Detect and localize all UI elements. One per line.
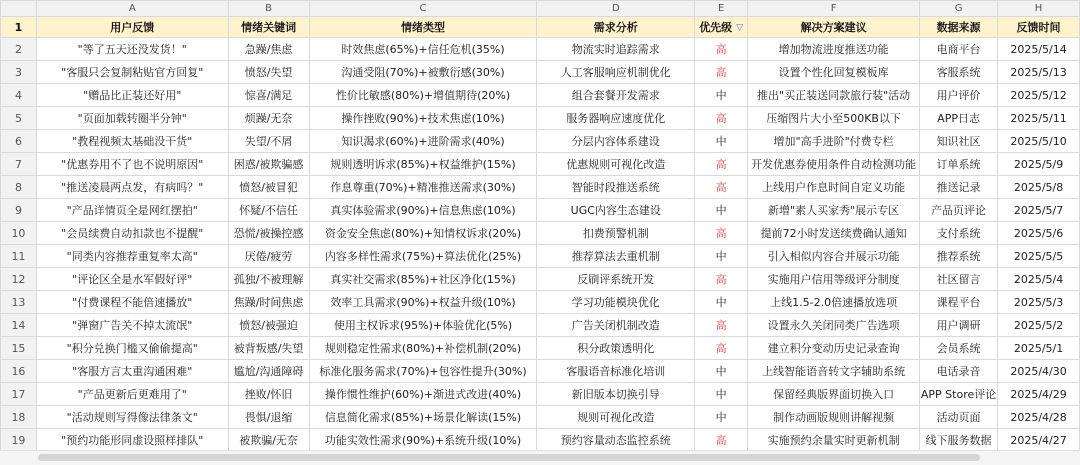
cell-need[interactable]: 推荐算法去重机制 xyxy=(537,245,695,268)
column-header-e[interactable]: E xyxy=(695,1,748,17)
cell-source[interactable]: 社区留言 xyxy=(920,268,998,291)
cell-priority[interactable]: 高 xyxy=(695,337,748,360)
cell-priority[interactable]: 中 xyxy=(695,84,748,107)
cell-time[interactable]: 2025/5/3 xyxy=(998,291,1080,314)
cell-priority[interactable]: 高 xyxy=(695,429,748,451)
row-number[interactable]: 3 xyxy=(1,61,37,84)
cell-source[interactable]: 活动页面 xyxy=(920,406,998,429)
cell-feedback[interactable]: "赠品比正装还好用" xyxy=(36,84,228,107)
cell-emotion-type[interactable]: 作息尊重(70%)+精准推送需求(30%) xyxy=(309,176,537,199)
cell-emotion-type[interactable]: 规则稳定性需求(80%)+补偿机制(20%) xyxy=(309,337,537,360)
cell-priority[interactable]: 中 xyxy=(695,291,748,314)
cell-feedback[interactable]: "产品更新后更难用了" xyxy=(36,383,228,406)
cell-source[interactable]: 推送记录 xyxy=(920,176,998,199)
cell-solution[interactable]: 实施用户信用等级评分制度 xyxy=(748,268,920,291)
row-number[interactable]: 14 xyxy=(1,314,37,337)
cell-keyword[interactable]: 恐慌/被操控感 xyxy=(228,222,309,245)
table-row xyxy=(1,337,1080,360)
cell-source[interactable]: 支付系统 xyxy=(920,222,998,245)
cell-keyword[interactable]: 急躁/焦虑 xyxy=(228,38,309,61)
table-row xyxy=(1,84,1080,107)
column-header-f[interactable]: F xyxy=(748,1,920,17)
column-header-b[interactable]: B xyxy=(228,1,309,17)
cell-solution[interactable]: 增加物流进度推送功能 xyxy=(748,38,920,61)
cell-time[interactable]: 2025/5/10 xyxy=(998,130,1080,153)
table-row xyxy=(1,222,1080,245)
cell-feedback[interactable]: "评论区全是水军假好评" xyxy=(36,268,228,291)
row-number[interactable]: 11 xyxy=(1,245,37,268)
column-header-row xyxy=(1,1,1080,17)
cell-need[interactable]: 广告关闭机制改造 xyxy=(537,314,695,337)
cell-priority[interactable]: 高 xyxy=(695,176,748,199)
row-number[interactable]: 1 xyxy=(1,17,37,38)
table-row xyxy=(1,107,1080,130)
cell-keyword[interactable]: 烦躁/无奈 xyxy=(228,107,309,130)
table-row xyxy=(1,61,1080,84)
cell-feedback[interactable]: "同类内容推荐重复率太高" xyxy=(36,245,228,268)
table-row xyxy=(1,383,1080,406)
cell-solution[interactable]: 制作动画版规则讲解视频 xyxy=(748,406,920,429)
cell-source[interactable]: 产品页评论 xyxy=(920,199,998,222)
cell-priority[interactable]: 中 xyxy=(695,130,748,153)
cell-keyword[interactable]: 怀疑/不信任 xyxy=(228,199,309,222)
header-cell-keyword[interactable]: 情绪关键词 xyxy=(228,17,309,38)
cell-emotion-type[interactable]: 沟通受阻(70%)+被敷衍感(30%) xyxy=(309,61,537,84)
cell-emotion-type[interactable]: 性价比敏感(80%)+增值期待(20%) xyxy=(309,84,537,107)
cell-feedback[interactable]: "弹窗广告关不掉太流氓" xyxy=(36,314,228,337)
row-number[interactable]: 4 xyxy=(1,84,37,107)
cell-emotion-type[interactable]: 效率工具需求(90%)+权益升级(10%) xyxy=(309,291,537,314)
cell-keyword[interactable]: 惊喜/满足 xyxy=(228,84,309,107)
cell-feedback[interactable]: "客服方言太重沟通困难" xyxy=(36,360,228,383)
cell-solution[interactable]: 提前72小时发送续费确认通知 xyxy=(748,222,920,245)
cell-time[interactable]: 2025/5/8 xyxy=(998,176,1080,199)
cell-need[interactable]: 预约容量动态监控系统 xyxy=(537,429,695,451)
cell-keyword[interactable]: 被欺骗/无奈 xyxy=(228,429,309,451)
cell-keyword[interactable]: 被背叛感/失望 xyxy=(228,337,309,360)
cell-time[interactable]: 2025/5/5 xyxy=(998,245,1080,268)
cell-source[interactable]: 线下服务数据 xyxy=(920,429,998,451)
cell-priority[interactable]: 高 xyxy=(695,314,748,337)
cell-feedback[interactable]: "推送凌晨两点发，有病吗？" xyxy=(36,176,228,199)
cell-source[interactable]: 推荐系统 xyxy=(920,245,998,268)
cell-keyword[interactable]: 焦躁/时间焦虑 xyxy=(228,291,309,314)
table-row xyxy=(1,406,1080,429)
cell-feedback[interactable]: "客服只会复制粘贴官方回复" xyxy=(36,61,228,84)
filter-icon[interactable]: ▽ xyxy=(736,23,744,33)
row-number[interactable]: 10 xyxy=(1,222,37,245)
table-row xyxy=(1,268,1080,291)
header-cell-feedback[interactable]: 用户反馈 xyxy=(36,17,228,38)
row-number[interactable]: 12 xyxy=(1,268,37,291)
table-row xyxy=(1,314,1080,337)
row-number[interactable]: 18 xyxy=(1,406,37,429)
cell-solution[interactable]: 压缩图片大小至500KB以下 xyxy=(748,107,920,130)
column-header-d[interactable]: D xyxy=(537,1,695,17)
cell-priority[interactable]: 高 xyxy=(695,222,748,245)
cell-keyword[interactable]: 困惑/被欺骗感 xyxy=(228,153,309,176)
cell-emotion-type[interactable]: 操作挫败(90%)+技术焦虑(10%) xyxy=(309,107,537,130)
cell-solution[interactable]: 上线1.5-2.0倍速播放选项 xyxy=(748,291,920,314)
cell-time[interactable]: 2025/5/9 xyxy=(998,153,1080,176)
cell-emotion-type[interactable]: 真实社交需求(85%)+社区净化(15%) xyxy=(309,268,537,291)
row-number[interactable]: 9 xyxy=(1,199,37,222)
cell-time[interactable]: 2025/5/12 xyxy=(998,84,1080,107)
cell-need[interactable]: 新旧版本切换引导 xyxy=(537,383,695,406)
cell-time[interactable]: 2025/4/29 xyxy=(998,383,1080,406)
cell-emotion-type[interactable]: 时效焦虑(65%)+信任危机(35%) xyxy=(309,38,537,61)
cell-time[interactable]: 2025/5/14 xyxy=(998,38,1080,61)
cell-keyword[interactable]: 孤独/不被理解 xyxy=(228,268,309,291)
cell-time[interactable]: 2025/5/4 xyxy=(998,268,1080,291)
cell-source[interactable]: APP Store评论 xyxy=(920,383,998,406)
cell-priority[interactable]: 中 xyxy=(695,383,748,406)
table-row xyxy=(1,245,1080,268)
header-cell-time[interactable]: 反馈时间 xyxy=(998,17,1080,38)
cell-keyword[interactable]: 失望/不屑 xyxy=(228,130,309,153)
cell-keyword[interactable]: 挫败/怀旧 xyxy=(228,383,309,406)
cell-solution[interactable]: 开发优惠券使用条件自动检测功能 xyxy=(748,153,920,176)
table-row xyxy=(1,429,1080,451)
cell-source[interactable]: 用户评价 xyxy=(920,84,998,107)
cell-priority[interactable]: 高 xyxy=(695,107,748,130)
cell-priority[interactable]: 中 xyxy=(695,360,748,383)
cell-source[interactable]: 知识社区 xyxy=(920,130,998,153)
cell-solution[interactable]: 设置个性化回复模板库 xyxy=(748,61,920,84)
header-cell-source[interactable]: 数据来源 xyxy=(920,17,998,38)
cell-need[interactable]: 分层内容体系建设 xyxy=(537,130,695,153)
cell-source[interactable]: APP日志 xyxy=(920,107,998,130)
cell-need[interactable]: UGC内容生态建设 xyxy=(537,199,695,222)
row-number[interactable]: 5 xyxy=(1,107,37,130)
cell-priority[interactable]: 高 xyxy=(695,38,748,61)
cell-time[interactable]: 2025/5/7 xyxy=(998,199,1080,222)
column-header-a[interactable]: A xyxy=(36,1,228,17)
table-row xyxy=(1,199,1080,222)
cell-emotion-type[interactable]: 信息简化需求(85%)+场景化解读(15%) xyxy=(309,406,537,429)
row-number[interactable]: 19 xyxy=(1,429,37,451)
cell-source[interactable]: 客服系统 xyxy=(920,61,998,84)
cell-source[interactable]: 用户调研 xyxy=(920,314,998,337)
cell-keyword[interactable]: 厌倦/疲劳 xyxy=(228,245,309,268)
cell-solution[interactable]: 建立积分变动历史记录查询 xyxy=(748,337,920,360)
header-cell-need[interactable]: 需求分析 xyxy=(537,17,695,38)
cell-need[interactable]: 规则可视化改造 xyxy=(537,406,695,429)
cell-source[interactable]: 电商平台 xyxy=(920,38,998,61)
column-header-g[interactable]: G xyxy=(920,1,998,17)
cell-need[interactable]: 智能时段推送系统 xyxy=(537,176,695,199)
cell-time[interactable]: 2025/5/6 xyxy=(998,222,1080,245)
row-number[interactable]: 15 xyxy=(1,337,37,360)
cell-emotion-type[interactable]: 标准化服务需求(70%)+包容性提升(30%) xyxy=(309,360,537,383)
scrollbar-thumb[interactable] xyxy=(38,454,980,461)
cell-solution[interactable]: 实施预约余量实时更新机制 xyxy=(748,429,920,451)
cell-solution[interactable]: 保留经典版界面切换入口 xyxy=(748,383,920,406)
header-cell-priority[interactable] xyxy=(695,17,748,38)
cell-emotion-type[interactable]: 使用主权诉求(95%)+体验优化(5%) xyxy=(309,314,537,337)
cell-need[interactable]: 客服语音标准化培训 xyxy=(537,360,695,383)
cell-feedback[interactable]: "教程视频太基础没干货" xyxy=(36,130,228,153)
cell-time[interactable]: 2025/4/27 xyxy=(998,429,1080,451)
cell-feedback[interactable]: "产品详情页全是网红摆拍" xyxy=(36,199,228,222)
cell-solution[interactable]: 上线用户作息时间自定义功能 xyxy=(748,176,920,199)
horizontal-scrollbar[interactable] xyxy=(0,450,1080,465)
cell-feedback[interactable]: "预约功能形同虚设照样排队" xyxy=(36,429,228,451)
cell-need[interactable]: 扣费预警机制 xyxy=(537,222,695,245)
header-row xyxy=(1,17,1080,38)
cell-source[interactable]: 会员系统 xyxy=(920,337,998,360)
cell-source[interactable]: 电话录音 xyxy=(920,360,998,383)
cell-solution[interactable]: 新增"素人买家秀"展示专区 xyxy=(748,199,920,222)
cell-priority[interactable]: 高 xyxy=(695,61,748,84)
table-row xyxy=(1,291,1080,314)
cell-need[interactable]: 服务器响应速度优化 xyxy=(537,107,695,130)
column-header-c[interactable]: C xyxy=(309,1,537,17)
header-cell-emotion-type[interactable]: 情绪类型 xyxy=(309,17,537,38)
column-header-h[interactable]: H xyxy=(998,1,1080,17)
cell-solution[interactable]: 增加"高手进阶"付费专栏 xyxy=(748,130,920,153)
cell-solution[interactable]: 设置永久关闭同类广告选项 xyxy=(748,314,920,337)
cell-emotion-type[interactable]: 内容多样性需求(75%)+算法优化(25%) xyxy=(309,245,537,268)
cell-emotion-type[interactable]: 知识渴求(60%)+进阶需求(40%) xyxy=(309,130,537,153)
cell-source[interactable]: 订单系统 xyxy=(920,153,998,176)
cell-emotion-type[interactable]: 规则透明诉求(85%)+权益维护(15%) xyxy=(309,153,537,176)
cell-time[interactable]: 2025/4/28 xyxy=(998,406,1080,429)
cell-time[interactable]: 2025/5/1 xyxy=(998,337,1080,360)
cell-feedback[interactable]: "等了五天还没发货！" xyxy=(36,38,228,61)
table-row xyxy=(1,176,1080,199)
cell-feedback[interactable]: "积分兑换门槛又偷偷提高" xyxy=(36,337,228,360)
cell-time[interactable]: 2025/4/30 xyxy=(998,360,1080,383)
table-row xyxy=(1,153,1080,176)
row-number[interactable]: 6 xyxy=(1,130,37,153)
cell-need[interactable]: 学习功能模块优化 xyxy=(537,291,695,314)
row-number[interactable]: 2 xyxy=(1,38,37,61)
table-row xyxy=(1,130,1080,153)
row-number[interactable]: 13 xyxy=(1,291,37,314)
cell-feedback[interactable]: "优惠券用不了也不说明原因" xyxy=(36,153,228,176)
table-row xyxy=(1,360,1080,383)
cell-need[interactable]: 人工客服响应机制优化 xyxy=(537,61,695,84)
cell-priority[interactable]: 中 xyxy=(695,406,748,429)
cell-solution[interactable]: 引入相似内容合并展示功能 xyxy=(748,245,920,268)
cell-emotion-type[interactable]: 资金安全焦虑(80%)+知情权诉求(20%) xyxy=(309,222,537,245)
cell-time[interactable]: 2025/5/13 xyxy=(998,61,1080,84)
cell-keyword[interactable]: 愤怒/被强迫 xyxy=(228,314,309,337)
cell-need[interactable]: 反刷评系统开发 xyxy=(537,268,695,291)
row-number[interactable]: 17 xyxy=(1,383,37,406)
cell-emotion-type[interactable]: 功能实效性需求(90%)+系统升级(10%) xyxy=(309,429,537,451)
cell-keyword[interactable]: 愤怒/失望 xyxy=(228,61,309,84)
cell-priority[interactable]: 中 xyxy=(695,245,748,268)
cell-time[interactable]: 2025/5/11 xyxy=(998,107,1080,130)
cell-feedback[interactable]: "会员续费自动扣款也不提醒" xyxy=(36,222,228,245)
cell-need[interactable]: 积分政策透明化 xyxy=(537,337,695,360)
cell-need[interactable]: 物流实时追踪需求 xyxy=(537,38,695,61)
cell-emotion-type[interactable]: 真实体验需求(90%)+信息焦虑(10%) xyxy=(309,199,537,222)
cell-feedback[interactable]: "付费课程不能倍速播放" xyxy=(36,291,228,314)
row-number[interactable]: 16 xyxy=(1,360,37,383)
cell-source[interactable]: 课程平台 xyxy=(920,291,998,314)
row-number[interactable]: 8 xyxy=(1,176,37,199)
cell-time[interactable]: 2025/5/2 xyxy=(998,314,1080,337)
table-row xyxy=(1,38,1080,61)
cell-need[interactable]: 组合套餐开发需求 xyxy=(537,84,695,107)
cell-solution[interactable]: 推出"买正装送同款旅行装"活动 xyxy=(748,84,920,107)
header-cell-solution[interactable]: 解决方案建议 xyxy=(748,17,920,38)
cell-need[interactable]: 优惠规则可视化改造 xyxy=(537,153,695,176)
cell-keyword[interactable]: 愤怒/被冒犯 xyxy=(228,176,309,199)
row-number[interactable]: 7 xyxy=(1,153,37,176)
cell-priority[interactable]: 高 xyxy=(695,268,748,291)
cell-solution[interactable]: 上线智能语音转文字辅助系统 xyxy=(748,360,920,383)
cell-feedback[interactable]: "活动规则写得像法律条文" xyxy=(36,406,228,429)
cell-emotion-type[interactable]: 操作惯性维护(60%)+渐进式改进(40%) xyxy=(309,383,537,406)
cell-priority[interactable]: 高 xyxy=(695,153,748,176)
cell-feedback[interactable]: "页面加载转圈半分钟" xyxy=(36,107,228,130)
cell-keyword[interactable]: 畏惧/退缩 xyxy=(228,406,309,429)
header-priority-label: 优先级 xyxy=(699,21,733,34)
cell-keyword[interactable]: 尴尬/沟通障碍 xyxy=(228,360,309,383)
cell-priority[interactable]: 中 xyxy=(695,199,748,222)
select-all-corner[interactable] xyxy=(1,1,37,17)
